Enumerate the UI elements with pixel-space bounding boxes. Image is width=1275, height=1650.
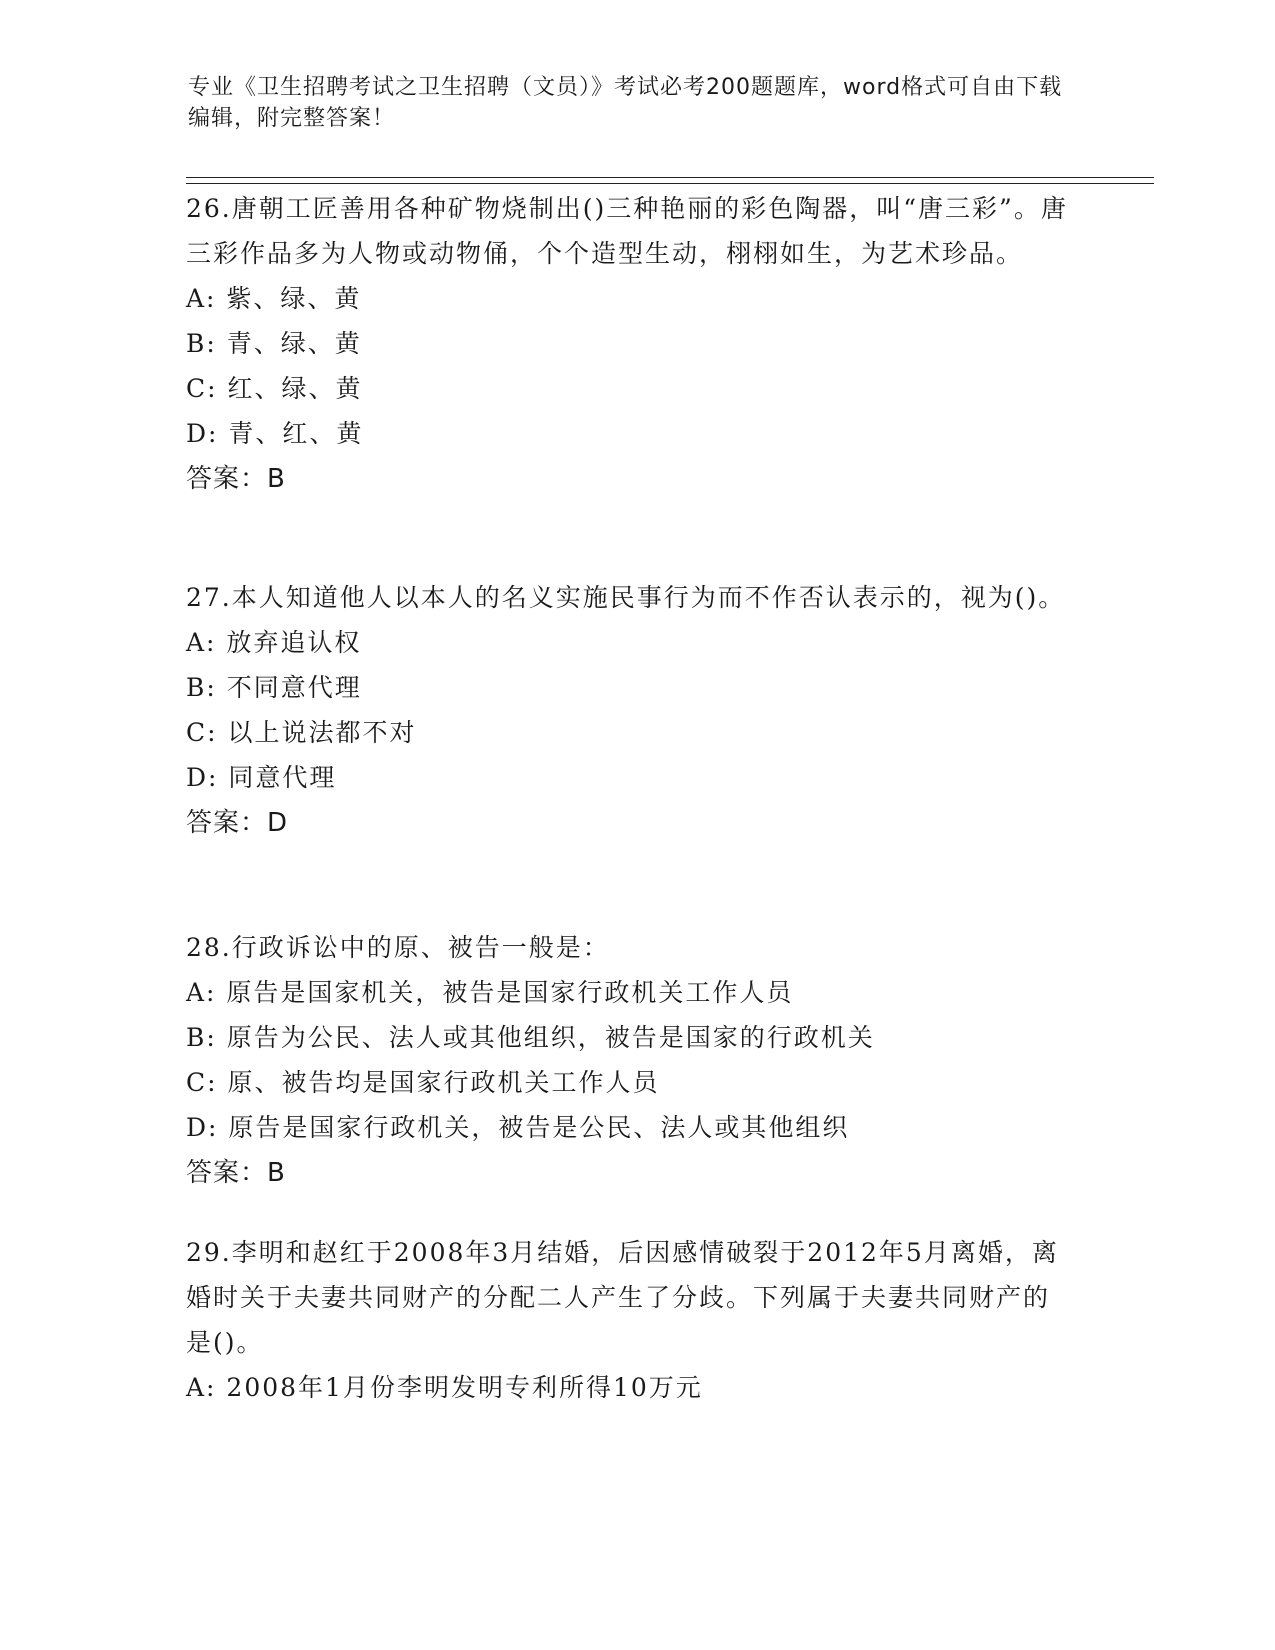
option-c: C: 以上说法都不对 bbox=[186, 718, 417, 747]
answer: 答案：B bbox=[186, 1158, 286, 1188]
question-stem: 26.唐朝工匠善用各种矿物烧制出()三种艳丽的彩色陶器，叫“唐三彩”。唐三彩作品多为人物或动物俑，个个造型生动，栩栩如生，为艺术珍品。 bbox=[186, 194, 1068, 268]
question-26 bbox=[186, 186, 1076, 502]
question-stem: 28.行政诉讼中的原、被告一般是： bbox=[186, 933, 610, 962]
option-a: A: 原告是国家机关，被告是国家行政机关工作人员 bbox=[186, 978, 794, 1007]
question-27 bbox=[186, 575, 1076, 846]
option-b: B: 原告为公民、法人或其他组织，被告是国家的行政机关 bbox=[186, 1023, 875, 1052]
header-divider-bottom bbox=[186, 183, 1154, 184]
question-stem: 29.李明和赵红于2008年3月结婚，后因感情破裂于2012年5月离婚，离婚时关于夫妻共同财产的分配二人产生了分歧。下列属于夫妻共同财产的是()。 bbox=[186, 1238, 1059, 1357]
option-b: B: 不同意代理 bbox=[186, 673, 362, 702]
option-c: C: 红、绿、黄 bbox=[186, 374, 363, 403]
question-stem: 27.本人知道他人以本人的名义实施民事行为而不作否认表示的，视为()。 bbox=[186, 583, 1066, 612]
option-a: A: 紫、绿、黄 bbox=[186, 284, 362, 313]
option-a: A: 放弃追认权 bbox=[186, 628, 362, 657]
option-b: B: 青、绿、黄 bbox=[186, 329, 362, 358]
question-29 bbox=[186, 1230, 1076, 1410]
answer: 答案：B bbox=[186, 464, 286, 494]
option-a: A: 2008年1月份李明发明专利所得10万元 bbox=[186, 1373, 703, 1402]
option-c: C: 原、被告均是国家行政机关工作人员 bbox=[186, 1068, 660, 1097]
option-d: D: 青、红、黄 bbox=[186, 419, 364, 448]
header-divider-top bbox=[186, 177, 1154, 178]
option-d: D: 原告是国家行政机关，被告是公民、法人或其他组织 bbox=[186, 1113, 850, 1142]
question-28 bbox=[186, 925, 1076, 1196]
document-header: 专业《卫生招聘考试之卫生招聘（文员）》考试必考200题题库，word格式可自由下载编辑，附完整答案！ bbox=[188, 75, 1063, 131]
option-d: D: 同意代理 bbox=[186, 763, 337, 792]
answer: 答案：D bbox=[186, 808, 289, 838]
